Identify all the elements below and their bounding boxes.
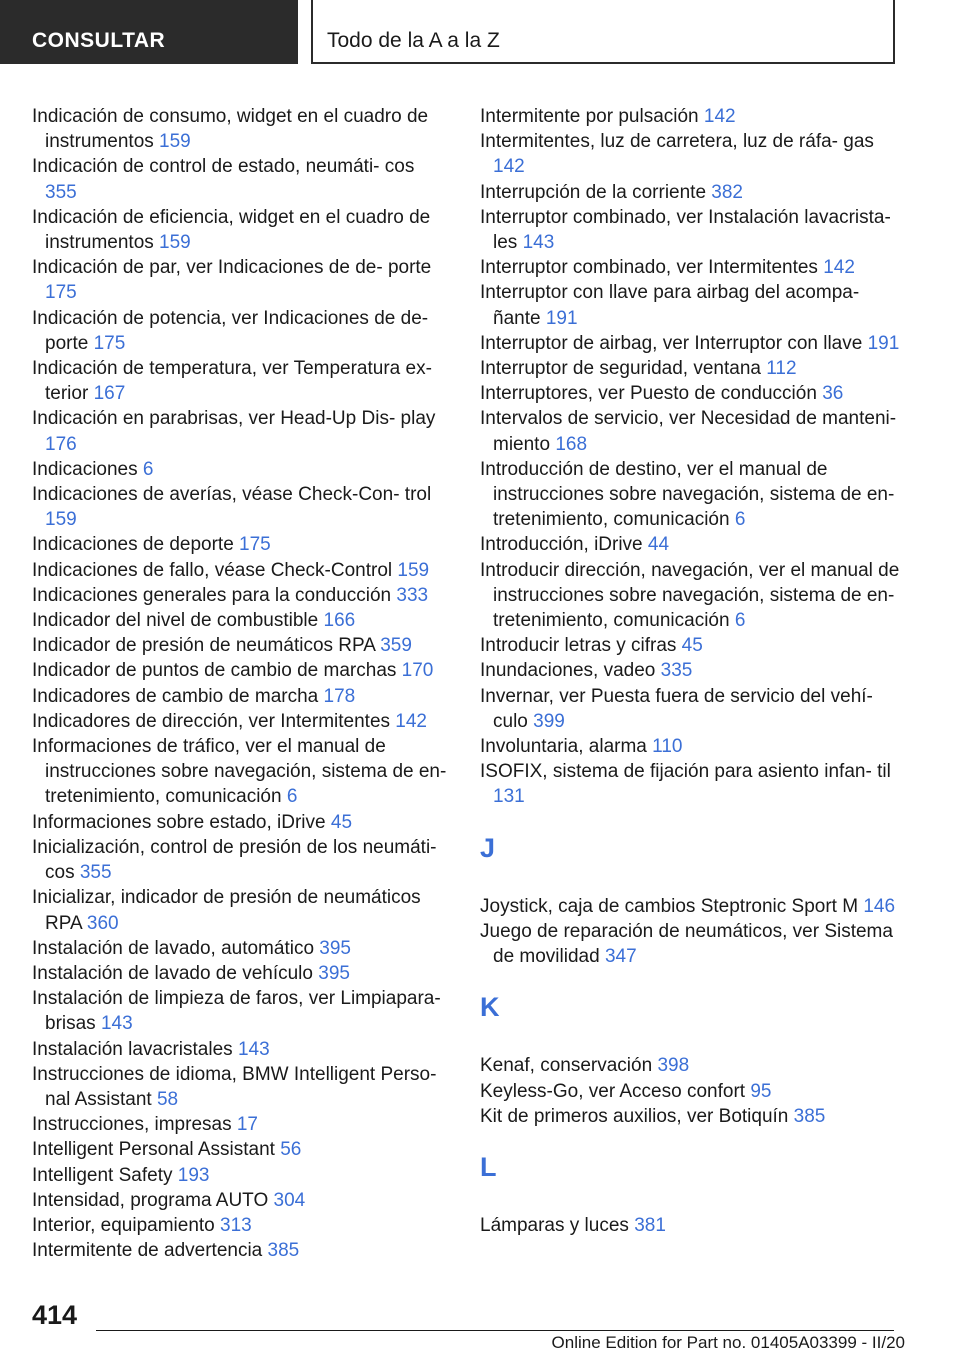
page-reference-link[interactable]: 6 xyxy=(734,610,746,632)
page-reference-link[interactable]: 159 xyxy=(159,131,191,153)
index-entry xyxy=(480,381,900,406)
index-column-left xyxy=(32,104,450,1263)
index-column-right xyxy=(480,104,900,1238)
section-tab: CONSULTAR xyxy=(0,0,298,64)
index-entry-term: Intermitente de advertencia xyxy=(32,1240,268,1262)
index-entry xyxy=(32,482,450,532)
index-entry-term: Indicación de eficiencia, widget en el cuadro de instrumentos xyxy=(32,206,431,254)
index-entry xyxy=(32,658,450,683)
index-entry xyxy=(480,1053,900,1078)
index-entry-term: Indicaciones generales para la conducción xyxy=(32,584,397,606)
index-entry-term: Indicaciones de fallo, véase Check-Control xyxy=(32,559,398,581)
page-reference-link[interactable]: 58 xyxy=(156,1088,179,1110)
index-entry xyxy=(32,810,450,835)
index-entry-term: Interruptores, ver Puesto de conducción xyxy=(480,383,823,405)
index-entry xyxy=(480,255,900,280)
page-reference-link[interactable]: 143 xyxy=(237,1038,270,1060)
index-entry-term: Intervalos de servicio, ver Necesidad de manteni‐ miento xyxy=(480,408,897,455)
page-reference-link[interactable]: 398 xyxy=(657,1055,690,1077)
page-reference-link[interactable]: 45 xyxy=(330,811,353,833)
index-entry xyxy=(480,406,900,456)
page-reference-link[interactable]: 381 xyxy=(634,1214,666,1236)
index-letter-k: K xyxy=(480,992,500,1023)
index-entry-term: Inicialización, control de presión de los neumáti‐ cos xyxy=(32,836,437,884)
index-entry xyxy=(480,558,900,634)
page-reference-link[interactable]: 142 xyxy=(823,257,855,279)
index-entry xyxy=(480,1079,900,1104)
index-entry-term: Indicación de potencia, ver Indicaciones de de‐ porte xyxy=(32,307,429,354)
index-entry xyxy=(480,331,900,356)
index-entry-term: Interior, equipamiento xyxy=(32,1214,221,1236)
index-entry-term: Involuntaria, alarma xyxy=(480,736,653,758)
index-entry-term: Indicación de temperatura, ver Temperatura ex‐ terior xyxy=(32,358,432,405)
index-entry xyxy=(32,885,450,935)
page-reference-link[interactable]: 143 xyxy=(100,1013,133,1035)
index-entry-term: Indicadores de cambio de marcha xyxy=(32,685,324,707)
index-entry xyxy=(32,709,450,734)
index-entry-term: Instalación lavacristales xyxy=(32,1038,238,1060)
index-entry-term: Indicaciones de averías, véase Check-Con‐ trol xyxy=(32,484,432,506)
page-reference-link[interactable]: 167 xyxy=(93,383,126,405)
index-entry xyxy=(32,583,450,608)
index-entry xyxy=(480,684,900,734)
index-entry-term: Joystick, caja de cambios Steptronic Sport M xyxy=(480,895,864,917)
index-entry-term: Kit de primeros auxilios, ver Botiquín xyxy=(480,1105,794,1127)
page-reference-link[interactable]: 45 xyxy=(681,635,703,657)
page-header xyxy=(0,0,960,66)
page-reference-link[interactable]: 142 xyxy=(395,710,427,732)
index-entry xyxy=(32,608,450,633)
page-reference-link[interactable]: 313 xyxy=(220,1214,252,1236)
index-entry xyxy=(480,658,900,683)
index-entry xyxy=(32,356,450,406)
page-reference-link[interactable]: 382 xyxy=(711,181,743,203)
index-entry xyxy=(32,104,450,154)
index-entry xyxy=(32,1137,450,1162)
page-reference-link[interactable]: 36 xyxy=(822,383,844,405)
index-entry-term: ISOFIX, sistema de fijación para asiento infan‐ til xyxy=(480,761,891,783)
index-entry-term: Indicador del nivel de combustible xyxy=(32,610,324,632)
index-entry-term: Kenaf, conservación xyxy=(480,1055,658,1077)
index-entry xyxy=(480,1213,900,1238)
index-entry-term: Introducir letras y cifras xyxy=(480,635,682,657)
index-entry xyxy=(480,759,900,809)
index-entry-term: Intelligent Safety xyxy=(32,1164,178,1186)
page-reference-link[interactable]: 360 xyxy=(86,912,119,934)
page-reference-link[interactable]: 159 xyxy=(159,232,191,254)
page-reference-link[interactable]: 170 xyxy=(401,660,434,682)
index-entry-term: Introducción, iDrive xyxy=(480,534,648,556)
index-entry xyxy=(480,1104,900,1129)
index-entry xyxy=(32,1213,450,1238)
index-entry-term: Interrupción de la corriente xyxy=(480,181,712,203)
page-reference-link[interactable]: 95 xyxy=(750,1080,772,1102)
page-reference-link[interactable]: 355 xyxy=(45,181,77,203)
index-entry xyxy=(32,306,450,356)
page-reference-link[interactable]: 347 xyxy=(604,946,637,968)
index-entry xyxy=(32,835,450,885)
index-entry-term: Intensidad, programa AUTO xyxy=(32,1189,274,1211)
page-reference-link[interactable]: 110 xyxy=(652,736,683,758)
index-entry-term: Introducción de destino, ver el manual de instrucciones sobre navegación, sistema de en‐ tretenimiento, comunicación xyxy=(480,458,895,531)
index-entry xyxy=(480,129,900,179)
page-reference-link[interactable]: 385 xyxy=(793,1105,826,1127)
index-entry xyxy=(32,1188,450,1213)
index-entry-term: Instalación de lavado, automático xyxy=(32,937,320,959)
page-reference-link[interactable]: 112 xyxy=(766,358,797,380)
index-entry-term: Instalación de limpieza de faros, ver Limpiapara‐ brisas xyxy=(32,988,441,1035)
index-entry-term: Interruptor de seguridad, ventana xyxy=(480,358,767,380)
page-reference-link[interactable]: 168 xyxy=(555,433,588,455)
page-reference-link[interactable]: 355 xyxy=(79,862,112,884)
index-entry-term: Informaciones de tráfico, ver el manual de instrucciones sobre navegación, sistema de en‐ tretenimiento, comunicación xyxy=(32,736,447,808)
index-entry-term: Indicador de puntos de cambio de marchas xyxy=(32,660,402,682)
chapter-title: Todo de la A a la Z xyxy=(311,0,895,64)
index-entry xyxy=(480,205,900,255)
index-entry-term: Interruptor combinado, ver Intermitentes xyxy=(480,257,824,279)
page-reference-link[interactable]: 191 xyxy=(867,332,900,354)
index-entry xyxy=(32,154,450,204)
page-reference-link[interactable]: 304 xyxy=(273,1189,306,1211)
index-entry xyxy=(32,936,450,961)
page-number: 414 xyxy=(32,1300,78,1330)
page-reference-link[interactable]: 44 xyxy=(647,534,670,556)
index-entry-term: Intelligent Personal Assistant xyxy=(32,1139,281,1161)
page-reference-link[interactable]: 175 xyxy=(93,332,126,354)
index-entry xyxy=(32,1238,450,1263)
page-reference-link[interactable]: 385 xyxy=(267,1240,300,1262)
index-entry-term: Keyless-Go, ver Acceso confort xyxy=(480,1080,751,1102)
index-entry xyxy=(32,986,450,1036)
index-entry xyxy=(32,406,450,456)
index-entry xyxy=(32,457,450,482)
index-letter-j: J xyxy=(480,832,496,863)
page-reference-link[interactable]: 6 xyxy=(286,786,298,808)
index-entry-term: Indicación de consumo, widget en el cuadro de instrumentos xyxy=(32,106,429,153)
page-reference-link[interactable]: 178 xyxy=(323,685,356,707)
index-entry-term: Interruptor combinado, ver Instalación lavacrista‐ les xyxy=(480,206,891,254)
page-reference-link[interactable]: 333 xyxy=(396,584,429,606)
page-reference-link[interactable]: 193 xyxy=(177,1164,210,1186)
page-reference-link[interactable]: 6 xyxy=(142,458,154,480)
page-reference-link[interactable]: 159 xyxy=(397,559,430,581)
index-entry-term: Invernar, ver Puesta fuera de servicio del vehí‐ culo xyxy=(480,685,873,732)
page-reference-link[interactable]: 143 xyxy=(522,232,555,254)
index-entry xyxy=(32,558,450,583)
page-reference-link[interactable]: 159 xyxy=(45,509,77,531)
index-entry-term: Indicadores de dirección, ver Intermitentes xyxy=(32,710,396,732)
index-entry-term: Informaciones sobre estado, iDrive xyxy=(32,811,331,833)
page-reference-link[interactable]: 395 xyxy=(319,937,351,959)
index-entry-term: Indicador de presión de neumáticos RPA xyxy=(32,635,381,657)
page-reference-link[interactable]: 142 xyxy=(493,156,525,178)
index-entry-term: Indicación de control de estado, neumáti‐ cos xyxy=(32,156,415,178)
index-entry xyxy=(480,457,900,533)
index-entry-term: Indicación en parabrisas, ver Head-Up Dis‐ play xyxy=(32,408,436,430)
index-entry xyxy=(32,532,450,557)
index-entry xyxy=(32,1062,450,1112)
index-entry-term: Inundaciones, vadeo xyxy=(480,660,661,682)
index-entry xyxy=(32,961,450,986)
index-entry xyxy=(32,734,450,810)
page-reference-link[interactable]: 395 xyxy=(318,962,350,984)
index-entry-term: Interruptor con llave para airbag del acompa‐ ñante xyxy=(480,282,860,329)
index-entry-term: Intermitentes, luz de carretera, luz de ráfa‐ gas xyxy=(480,131,874,153)
index-entry xyxy=(480,919,900,969)
index-entry xyxy=(32,205,450,255)
index-entry xyxy=(32,1037,450,1062)
index-entry xyxy=(480,532,900,557)
index-entry xyxy=(480,280,900,330)
index-entry-term: Introducir dirección, navegación, ver el manual de instrucciones sobre navegación, sistema de en‐ tretenimiento, comunicación xyxy=(480,559,900,632)
index-entry xyxy=(480,633,900,658)
index-entry xyxy=(480,734,900,759)
index-entry-term: Instrucciones de idioma, BMW Intelligent Perso‐ nal Assistant xyxy=(32,1063,437,1110)
index-entry-term: Interruptor de airbag, ver Interruptor con llave xyxy=(480,332,868,354)
index-entry xyxy=(480,180,900,205)
page-reference-link[interactable]: 175 xyxy=(45,282,77,304)
index-entry-term: Indicaciones de deporte xyxy=(32,534,240,556)
index-entry xyxy=(480,894,900,919)
index-entry-term: Intermitente por pulsación xyxy=(480,106,704,127)
index-entry xyxy=(32,1163,450,1188)
index-entry xyxy=(32,255,450,305)
index-entry xyxy=(32,684,450,709)
index-entry xyxy=(480,356,900,381)
index-entry-term: Instalación de lavado de vehículo xyxy=(32,962,319,984)
index-letter-l: L xyxy=(480,1151,497,1182)
index-entry-term: Indicación de par, ver Indicaciones de de‐ porte xyxy=(32,257,432,279)
index-entry xyxy=(32,633,450,658)
index-entry-term: Instrucciones, impresas xyxy=(32,1114,237,1136)
footer-rule xyxy=(96,1330,894,1331)
edition-note: Online Edition for Part no. 01405A03399 - II/20 xyxy=(551,1333,905,1352)
page-reference-link[interactable]: 176 xyxy=(45,433,77,455)
page-reference-link[interactable]: 131 xyxy=(493,786,525,808)
page-reference-link[interactable]: 56 xyxy=(280,1139,302,1161)
index-entry xyxy=(480,104,900,129)
page-reference-link[interactable]: 142 xyxy=(703,106,736,127)
page-reference-link[interactable]: 17 xyxy=(236,1114,258,1136)
page-reference-link[interactable]: 6 xyxy=(734,509,746,531)
page-reference-link[interactable]: 399 xyxy=(533,710,565,732)
page-reference-link[interactable]: 191 xyxy=(545,307,578,329)
page-reference-link[interactable]: 359 xyxy=(380,635,412,657)
index-entry xyxy=(32,1112,450,1137)
index-entry-term: Indicaciones xyxy=(32,458,143,480)
page-reference-link[interactable]: 335 xyxy=(660,660,693,682)
index-entry-term: Lámparas y luces xyxy=(480,1214,635,1236)
page-reference-link[interactable]: 175 xyxy=(239,534,271,556)
page-reference-link[interactable]: 146 xyxy=(863,895,896,917)
index-entry-term: Juego de reparación de neumáticos, ver Sistema de movilidad xyxy=(480,920,893,968)
page-reference-link[interactable]: 166 xyxy=(323,610,356,632)
index-entry-term: Inicializar, indicador de presión de neumáticos RPA xyxy=(32,887,421,934)
